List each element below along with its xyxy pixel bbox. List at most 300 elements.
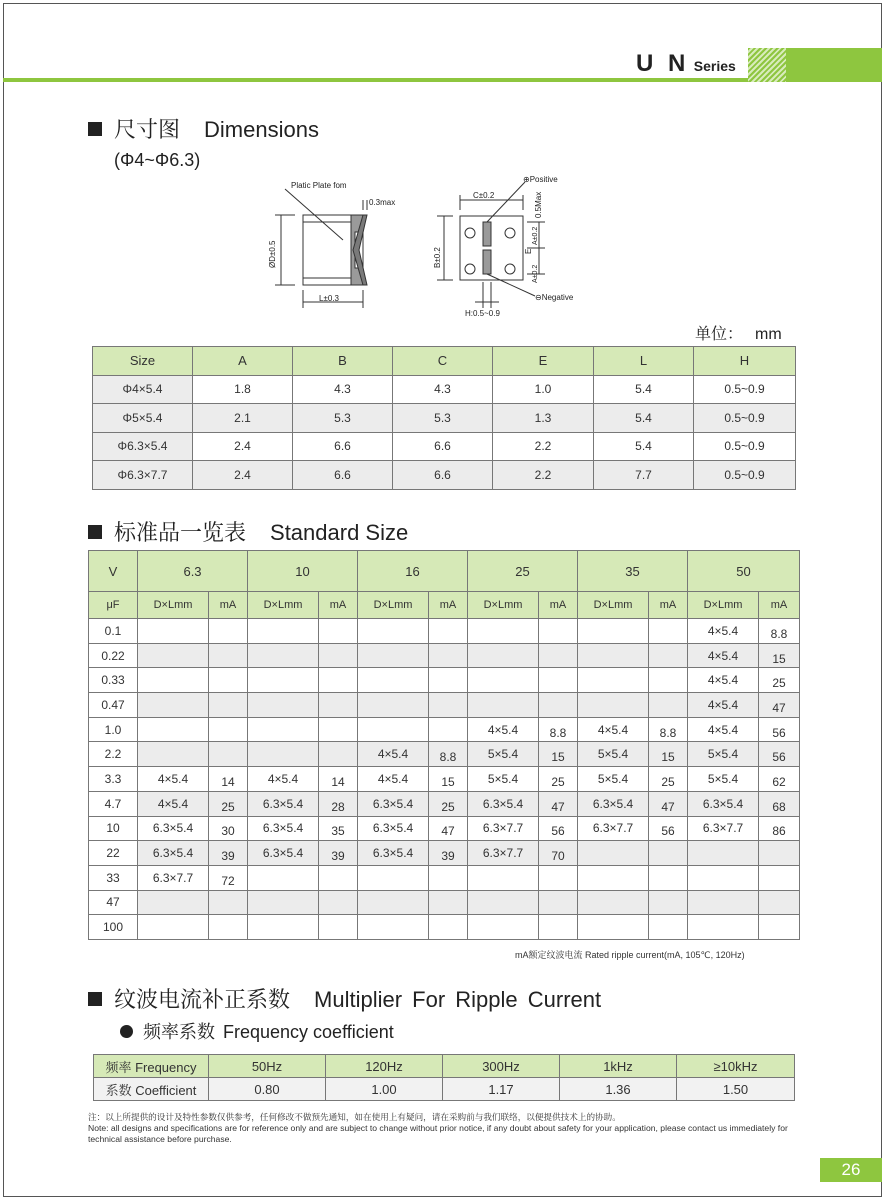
current-cell — [429, 693, 468, 718]
coefficient-row — [94, 1078, 795, 1101]
current-cell: 15 — [539, 742, 578, 767]
dimensions-table — [92, 346, 796, 490]
ripple-heading — [88, 983, 601, 1014]
a-label-upper: A±0.2 — [532, 226, 539, 245]
value-cell: 2.4 — [193, 461, 293, 490]
table-row — [93, 461, 796, 490]
size-cell — [358, 865, 429, 890]
current-cell — [209, 915, 248, 940]
size-cell: 6.3×5.4 — [358, 791, 429, 816]
size-cell: 6.3×5.4 — [578, 791, 649, 816]
value-cell: 6.6 — [293, 432, 393, 461]
current-cell: 56 — [759, 742, 800, 767]
size-cell — [688, 841, 759, 866]
max05-label: 0.5Max — [534, 191, 543, 218]
size-cell — [468, 865, 539, 890]
current-cell: 8.8 — [429, 742, 468, 767]
size-cell: Φ6.3×7.7 — [93, 461, 193, 490]
current-cell: 30 — [209, 816, 248, 841]
size-cell: 4×5.4 — [138, 791, 209, 816]
value-cell: 5.3 — [293, 404, 393, 433]
current-cell: 56 — [649, 816, 688, 841]
size-cell — [468, 643, 539, 668]
current-cell: 68 — [759, 791, 800, 816]
unit-label: 单位： — [695, 326, 744, 343]
current-cell — [319, 668, 358, 693]
frequency-cell: 1kHz — [560, 1055, 677, 1078]
size-cell — [138, 717, 209, 742]
size-cell: 6.3×5.4 — [248, 816, 319, 841]
ma-label: mA — [649, 592, 688, 619]
column-header: H — [694, 347, 796, 376]
size-cell — [138, 619, 209, 644]
coefficient-cell: 1.17 — [443, 1078, 560, 1101]
ma-label: mA — [429, 592, 468, 619]
current-cell — [319, 742, 358, 767]
current-cell — [539, 915, 578, 940]
current-cell: 15 — [429, 767, 468, 792]
size-cell — [248, 915, 319, 940]
current-cell: 25 — [209, 791, 248, 816]
voltage-header: 25 — [468, 551, 578, 592]
voltage-header: 16 — [358, 551, 468, 592]
value-cell: 1.0 — [493, 375, 594, 404]
ripple-footnote: mA额定纹波电流 Rated ripple current(mA, 105℃, 120Hz) — [515, 950, 745, 960]
capacitance-cell: 22 — [89, 841, 138, 866]
round-bullet-icon — [120, 1025, 133, 1038]
value-cell: 2.2 — [493, 461, 594, 490]
size-cell: 6.3×7.7 — [138, 865, 209, 890]
size-cell — [248, 643, 319, 668]
table-row — [89, 742, 800, 767]
size-cell: 4×5.4 — [358, 767, 429, 792]
size-cell: 6.3×7.7 — [468, 841, 539, 866]
size-cell — [578, 693, 649, 718]
unit-value: mm — [755, 326, 782, 343]
size-cell: 5×5.4 — [468, 767, 539, 792]
h-label: H:0.5~0.9 — [465, 309, 500, 318]
current-cell: 39 — [429, 841, 468, 866]
header-rule — [3, 78, 748, 82]
ma-label: mA — [539, 592, 578, 619]
current-cell: 25 — [649, 767, 688, 792]
current-cell — [539, 693, 578, 718]
current-cell: 15 — [759, 643, 800, 668]
coefficient-cell: 1.50 — [677, 1078, 795, 1101]
frequency-sub-cn: 频率系数 — [143, 1022, 215, 1042]
series-sub: Series — [693, 58, 736, 74]
coefficient-cell: 1.36 — [560, 1078, 677, 1101]
size-cell: 6.3×5.4 — [358, 816, 429, 841]
column-header: C — [393, 347, 493, 376]
square-bullet-icon — [88, 525, 102, 539]
capacitance-cell: 1.0 — [89, 717, 138, 742]
size-cell — [468, 619, 539, 644]
column-header: E — [493, 347, 594, 376]
c-label: C±0.2 — [473, 191, 495, 200]
capacitance-cell: 0.33 — [89, 668, 138, 693]
size-cell — [248, 717, 319, 742]
table-row — [89, 915, 800, 940]
table-row — [93, 432, 796, 461]
dimensions-title-cn: 尺寸图 — [114, 117, 181, 142]
frequency-label: 频率 Frequency — [94, 1055, 209, 1078]
size-cell: 5×5.4 — [688, 767, 759, 792]
current-cell: 25 — [429, 791, 468, 816]
current-cell — [759, 915, 800, 940]
size-cell — [248, 890, 319, 915]
current-cell — [429, 915, 468, 940]
current-cell — [209, 668, 248, 693]
table-row — [89, 668, 800, 693]
capacitance-cell: 100 — [89, 915, 138, 940]
value-cell: 6.6 — [393, 432, 493, 461]
current-cell — [539, 619, 578, 644]
current-cell: 47 — [539, 791, 578, 816]
value-cell: 2.2 — [493, 432, 594, 461]
standard-heading — [88, 516, 408, 547]
page-number: 26 — [820, 1158, 882, 1182]
current-cell — [539, 643, 578, 668]
table-header-row — [93, 347, 796, 376]
negative-label: ⊖Negative — [535, 293, 574, 302]
current-cell: 70 — [539, 841, 578, 866]
current-cell — [319, 643, 358, 668]
voltage-header: 10 — [248, 551, 358, 592]
size-cell — [358, 619, 429, 644]
current-cell — [539, 865, 578, 890]
note-cn: 注：以上所提供的设计及特性参数仅供参考，任何修改不做预先通知，如在使用上有疑问，请在采购前与我们联络，以便提供技术上的协助。 — [88, 1112, 621, 1122]
size-cell — [358, 693, 429, 718]
voltage-header: 35 — [578, 551, 688, 592]
size-cell — [578, 619, 649, 644]
d-label: ØD±0.5 — [268, 240, 277, 268]
size-cell — [248, 742, 319, 767]
unit-note — [695, 321, 782, 344]
capacitance-cell: 0.47 — [89, 693, 138, 718]
current-cell — [539, 668, 578, 693]
capacitance-cell: 0.22 — [89, 643, 138, 668]
current-cell: 8.8 — [539, 717, 578, 742]
frequency-cell: 50Hz — [209, 1055, 326, 1078]
table-row — [93, 375, 796, 404]
current-cell — [319, 915, 358, 940]
size-cell — [138, 693, 209, 718]
current-cell — [429, 865, 468, 890]
current-cell — [649, 865, 688, 890]
dxl-label: D×Lmm — [248, 592, 319, 619]
size-cell: 6.3×5.4 — [248, 791, 319, 816]
size-cell: 6.3×7.7 — [578, 816, 649, 841]
size-cell — [688, 890, 759, 915]
value-cell: 1.3 — [493, 404, 594, 433]
frequency-sub-en: Frequency coefficient — [223, 1022, 394, 1042]
current-cell — [429, 619, 468, 644]
size-cell: 6.3×5.4 — [468, 791, 539, 816]
size-cell: 4×5.4 — [248, 767, 319, 792]
column-header: L — [594, 347, 694, 376]
size-cell: 6.3×5.4 — [138, 841, 209, 866]
coefficient-cell: 1.00 — [326, 1078, 443, 1101]
current-cell — [319, 890, 358, 915]
b-label: B±0.2 — [433, 247, 442, 268]
current-cell — [649, 841, 688, 866]
value-cell: 0.5~0.9 — [694, 432, 796, 461]
current-cell — [649, 915, 688, 940]
frequency-subheading — [120, 1018, 394, 1044]
size-cell — [468, 693, 539, 718]
note-en: Note: all designs and specifications are for reference only and are subject to change without prior notice, if any doubt about safety for your application, please contact us immediately for technical assistance before purchase. — [88, 1123, 788, 1144]
square-bullet-icon — [88, 122, 102, 136]
value-cell: 5.4 — [594, 404, 694, 433]
size-cell — [358, 668, 429, 693]
current-cell: 14 — [319, 767, 358, 792]
header-green-block — [786, 48, 882, 82]
standard-title-en: Standard Size — [270, 520, 409, 545]
current-cell — [429, 643, 468, 668]
standard-size-table — [88, 550, 800, 940]
dimensions-title-en: Dimensions — [204, 117, 319, 142]
current-cell: 28 — [319, 791, 358, 816]
size-cell — [688, 915, 759, 940]
e-label: E — [524, 248, 533, 254]
dxl-label: D×Lmm — [578, 592, 649, 619]
dxl-label: D×Lmm — [468, 592, 539, 619]
size-cell — [358, 717, 429, 742]
table-row — [89, 619, 800, 644]
current-cell: 72 — [209, 865, 248, 890]
ma-label: mA — [319, 592, 358, 619]
value-cell: 4.3 — [293, 375, 393, 404]
series-title — [636, 50, 736, 78]
capacitance-cell: 47 — [89, 890, 138, 915]
size-cell: Φ6.3×5.4 — [93, 432, 193, 461]
size-cell: 6.3×7.7 — [468, 816, 539, 841]
current-cell — [429, 668, 468, 693]
l-label: L±0.3 — [319, 294, 339, 303]
current-cell — [209, 643, 248, 668]
value-cell: 4.3 — [393, 375, 493, 404]
table-row — [89, 717, 800, 742]
current-cell: 25 — [539, 767, 578, 792]
size-cell: 4×5.4 — [358, 742, 429, 767]
size-cell: 5×5.4 — [688, 742, 759, 767]
size-cell — [138, 742, 209, 767]
frequency-row — [94, 1055, 795, 1078]
size-cell — [358, 643, 429, 668]
capacitance-cell: 33 — [89, 865, 138, 890]
capacitance-cell: 4.7 — [89, 791, 138, 816]
table-row — [89, 791, 800, 816]
standard-title-cn: 标准品一览表 — [114, 520, 247, 545]
value-cell: 5.4 — [594, 375, 694, 404]
size-cell — [578, 890, 649, 915]
current-cell — [429, 717, 468, 742]
value-cell: 0.5~0.9 — [694, 461, 796, 490]
current-cell — [209, 717, 248, 742]
current-cell: 62 — [759, 767, 800, 792]
size-cell — [138, 915, 209, 940]
size-cell: 6.3×5.4 — [358, 841, 429, 866]
value-cell: 6.6 — [293, 461, 393, 490]
current-cell: 39 — [319, 841, 358, 866]
size-cell: 4×5.4 — [138, 767, 209, 792]
ripple-title-en: Multiplier For Ripple Current — [314, 987, 602, 1012]
current-cell — [209, 693, 248, 718]
size-cell: Φ4×5.4 — [93, 375, 193, 404]
current-cell — [209, 890, 248, 915]
current-cell — [319, 619, 358, 644]
size-cell: 4×5.4 — [688, 717, 759, 742]
current-cell: 8.8 — [649, 717, 688, 742]
a-label-lower: A±0.2 — [532, 264, 539, 283]
coefficient-label: 系数 Coefficient — [94, 1078, 209, 1101]
size-cell — [358, 890, 429, 915]
size-cell — [578, 668, 649, 693]
size-cell — [248, 865, 319, 890]
table-row — [89, 643, 800, 668]
uf-label: μF — [89, 592, 138, 619]
current-cell — [319, 693, 358, 718]
dxl-label: D×Lmm — [358, 592, 429, 619]
size-cell — [358, 915, 429, 940]
current-cell: 47 — [759, 693, 800, 718]
frequency-cell: ≥10kHz — [677, 1055, 795, 1078]
current-cell: 47 — [429, 816, 468, 841]
column-header: Size — [93, 347, 193, 376]
size-cell — [578, 915, 649, 940]
current-cell — [649, 643, 688, 668]
positive-label: ⊕Positive — [523, 175, 558, 184]
size-cell: 4×5.4 — [468, 717, 539, 742]
table-row — [89, 841, 800, 866]
square-bullet-icon — [88, 992, 102, 1006]
size-cell: 6.3×5.4 — [688, 791, 759, 816]
size-cell — [688, 865, 759, 890]
value-cell: 0.5~0.9 — [694, 404, 796, 433]
current-cell: 86 — [759, 816, 800, 841]
frequency-cell: 120Hz — [326, 1055, 443, 1078]
current-cell — [209, 619, 248, 644]
current-cell — [429, 890, 468, 915]
coefficient-cell: 0.80 — [209, 1078, 326, 1101]
current-cell: 47 — [649, 791, 688, 816]
size-cell — [248, 693, 319, 718]
current-cell — [759, 890, 800, 915]
size-cell — [138, 643, 209, 668]
plate-label: Platic Plate fom — [291, 181, 347, 190]
frequency-cell: 300Hz — [443, 1055, 560, 1078]
capacitance-cell: 2.2 — [89, 742, 138, 767]
dimensions-subtitle: (Φ4~Φ6.3) — [114, 150, 201, 170]
unit-header-row — [89, 592, 800, 619]
current-cell: 35 — [319, 816, 358, 841]
current-cell: 56 — [539, 816, 578, 841]
size-cell — [248, 619, 319, 644]
current-cell — [319, 717, 358, 742]
size-cell — [138, 890, 209, 915]
current-cell — [649, 619, 688, 644]
size-cell: 4×5.4 — [688, 619, 759, 644]
ripple-title-cn: 纹波电流补正系数 — [114, 987, 291, 1012]
size-cell: 4×5.4 — [688, 693, 759, 718]
size-cell: 4×5.4 — [578, 717, 649, 742]
frequency-table — [93, 1054, 795, 1101]
header-stripe — [748, 48, 786, 82]
value-cell: 6.6 — [393, 461, 493, 490]
size-cell — [578, 643, 649, 668]
value-cell: 2.4 — [193, 432, 293, 461]
dimension-diagram — [255, 170, 595, 325]
column-header: A — [193, 347, 293, 376]
size-cell — [138, 668, 209, 693]
current-cell — [539, 890, 578, 915]
size-cell: 4×5.4 — [688, 643, 759, 668]
current-cell — [649, 890, 688, 915]
value-cell: 0.5~0.9 — [694, 375, 796, 404]
size-cell: 5×5.4 — [578, 742, 649, 767]
current-cell: 14 — [209, 767, 248, 792]
value-cell: 5.3 — [393, 404, 493, 433]
voltage-header-row — [89, 551, 800, 592]
size-cell: 6.3×5.4 — [248, 841, 319, 866]
current-cell — [649, 693, 688, 718]
notes — [88, 1112, 808, 1145]
column-header: B — [293, 347, 393, 376]
table-row — [89, 890, 800, 915]
size-cell: 6.3×7.7 — [688, 816, 759, 841]
size-cell — [468, 915, 539, 940]
size-cell — [468, 668, 539, 693]
value-cell: 1.8 — [193, 375, 293, 404]
current-cell: 15 — [649, 742, 688, 767]
current-cell: 56 — [759, 717, 800, 742]
capacitance-cell: 10 — [89, 816, 138, 841]
value-cell: 2.1 — [193, 404, 293, 433]
size-cell — [578, 865, 649, 890]
dimensions-heading — [88, 113, 319, 144]
table-row — [93, 404, 796, 433]
current-cell: 25 — [759, 668, 800, 693]
current-cell — [319, 865, 358, 890]
capacitance-cell: 3.3 — [89, 767, 138, 792]
dxl-label: D×Lmm — [138, 592, 209, 619]
current-cell — [209, 742, 248, 767]
capacitance-cell: 0.1 — [89, 619, 138, 644]
size-cell — [248, 668, 319, 693]
size-cell: 4×5.4 — [688, 668, 759, 693]
current-cell: 39 — [209, 841, 248, 866]
current-cell — [759, 841, 800, 866]
current-cell — [759, 865, 800, 890]
table-row — [89, 767, 800, 792]
current-cell: 8.8 — [759, 619, 800, 644]
voltage-header: 50 — [688, 551, 800, 592]
v-label: V — [89, 551, 138, 592]
dxl-label: D×Lmm — [688, 592, 759, 619]
value-cell: 7.7 — [594, 461, 694, 490]
size-cell — [578, 841, 649, 866]
size-cell: 5×5.4 — [578, 767, 649, 792]
max-label: 0.3max — [369, 198, 396, 207]
series-main: U N — [636, 50, 690, 77]
size-cell: Φ5×5.4 — [93, 404, 193, 433]
ma-label: mA — [759, 592, 800, 619]
size-cell — [468, 890, 539, 915]
size-cell: 5×5.4 — [468, 742, 539, 767]
size-cell: 6.3×5.4 — [138, 816, 209, 841]
voltage-header: 6.3 — [138, 551, 248, 592]
